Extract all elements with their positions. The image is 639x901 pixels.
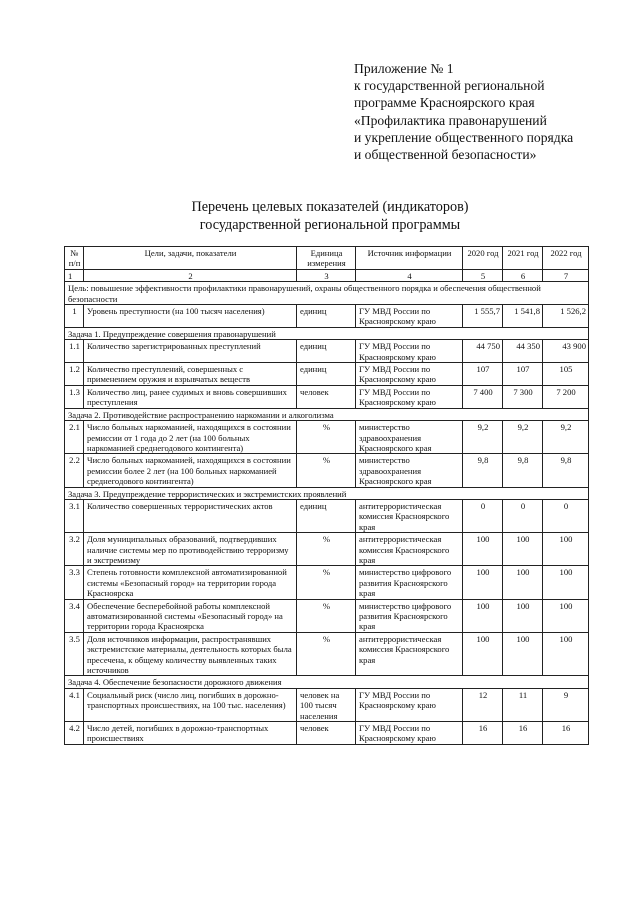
row-2020: 100 bbox=[463, 599, 503, 632]
row-num: 1.2 bbox=[65, 363, 84, 386]
row-2022: 9 bbox=[543, 688, 589, 721]
row-2022: 7 200 bbox=[543, 385, 589, 408]
task-text: Задача 4. Обеспечение безопасности дорожного движения bbox=[65, 676, 589, 688]
colnum: 4 bbox=[356, 269, 463, 281]
row-2020: 107 bbox=[463, 363, 503, 386]
row-name: Обеспечение бесперебойной работы комплексной автоматизированной системы «Безопасный город» на территории города Красноярска bbox=[84, 599, 297, 632]
table-row bbox=[65, 421, 589, 454]
row-name: Доля источников информации, распространявших экстремистские материалы, деятельность которых была пресечена, к общему количеству выявленных таких источников bbox=[84, 632, 297, 676]
row-2022: 100 bbox=[543, 533, 589, 566]
row-source: ГУ МВД России по Красноярскому краю bbox=[356, 340, 463, 363]
row-unit: единиц bbox=[297, 499, 356, 532]
row-2020: 1 555,7 bbox=[463, 305, 503, 328]
row-source: министерство цифрового развития Красноярского края bbox=[356, 599, 463, 632]
column-number-row bbox=[65, 269, 589, 281]
table-row bbox=[65, 499, 589, 532]
appendix-block bbox=[354, 60, 629, 163]
task-row bbox=[65, 408, 589, 420]
row-2021: 107 bbox=[503, 363, 543, 386]
table-row bbox=[65, 385, 589, 408]
table-row bbox=[65, 454, 589, 487]
header-source: Источник информации bbox=[356, 247, 463, 270]
row-2020: 12 bbox=[463, 688, 503, 721]
row-unit: единиц bbox=[297, 340, 356, 363]
document-title bbox=[60, 198, 600, 234]
row-source: антитеррористическая комиссия Красноярского края bbox=[356, 533, 463, 566]
row-num: 2.1 bbox=[65, 421, 84, 454]
row-source: ГУ МВД России по Красноярскому краю bbox=[356, 305, 463, 328]
row-2021: 100 bbox=[503, 533, 543, 566]
row-unit: человек bbox=[297, 722, 356, 745]
row-2020: 100 bbox=[463, 533, 503, 566]
title-line-2: государственной региональной программы bbox=[199, 217, 461, 233]
table-row bbox=[65, 599, 589, 632]
row-2022: 105 bbox=[543, 363, 589, 386]
task-text: Задача 2. Противодействие распространению наркомании и алкоголизма bbox=[65, 408, 589, 420]
indicators-table bbox=[64, 246, 589, 745]
row-unit: % bbox=[297, 566, 356, 599]
row-2021: 100 bbox=[503, 599, 543, 632]
row-num: 3.5 bbox=[65, 632, 84, 676]
row-name: Количество преступлений, совершенных с применением оружия и взрывчатых веществ bbox=[84, 363, 297, 386]
task-text: Задача 1. Предупреждение совершения правонарушений bbox=[65, 327, 589, 339]
title-line-1: Перечень целевых показателей (индикаторов) bbox=[191, 199, 469, 215]
row-2020: 9,2 bbox=[463, 421, 503, 454]
row-unit: единиц bbox=[297, 305, 356, 328]
row-num: 3.1 bbox=[65, 499, 84, 532]
colnum: 2 bbox=[84, 269, 297, 281]
row-2022: 100 bbox=[543, 632, 589, 676]
row-name: Доля муниципальных образований, подтвердивших наличие системы мер по противодействию терроризму и экстремизму bbox=[84, 533, 297, 566]
row-name: Количество совершенных террористических актов bbox=[84, 499, 297, 532]
row-2021: 100 bbox=[503, 632, 543, 676]
row-source: ГУ МВД России по Красноярскому краю bbox=[356, 722, 463, 745]
row-2021: 44 350 bbox=[503, 340, 543, 363]
row-2020: 100 bbox=[463, 632, 503, 676]
goal-text: Цель: повышение эффективности профилактики правонарушений, охраны общественного порядка и обеспечения общественной безопасности bbox=[65, 282, 589, 305]
row-2021: 16 bbox=[503, 722, 543, 745]
row-2022: 9,8 bbox=[543, 454, 589, 487]
row-source: ГУ МВД России по Красноярскому краю bbox=[356, 688, 463, 721]
row-2021: 0 bbox=[503, 499, 543, 532]
task-text: Задача 3. Предупреждение террористических и экстремистских проявлений bbox=[65, 487, 589, 499]
row-name: Степень готовности комплексной автоматизированной системы «Безопасный город» на территории города Красноярска bbox=[84, 566, 297, 599]
row-source: ГУ МВД России по Красноярскому краю bbox=[356, 363, 463, 386]
header-2020: 2020 год bbox=[463, 247, 503, 270]
row-2022: 100 bbox=[543, 566, 589, 599]
table-row bbox=[65, 632, 589, 676]
row-name: Число больных наркоманией, находящихся в состоянии ремиссии более 2 лет (на 100 больных наркоманией среднегодового контингента) bbox=[84, 454, 297, 487]
table-row bbox=[65, 722, 589, 745]
colnum: 5 bbox=[463, 269, 503, 281]
row-unit: % bbox=[297, 632, 356, 676]
row-2020: 44 750 bbox=[463, 340, 503, 363]
header-goals: Цели, задачи, показатели bbox=[84, 247, 297, 270]
row-num: 3.2 bbox=[65, 533, 84, 566]
row-unit: % bbox=[297, 533, 356, 566]
row-2021: 1 541,8 bbox=[503, 305, 543, 328]
row-2022: 100 bbox=[543, 599, 589, 632]
row-2021: 11 bbox=[503, 688, 543, 721]
row-name: Количество зарегистрированных преступлений bbox=[84, 340, 297, 363]
colnum: 6 bbox=[503, 269, 543, 281]
row-2022: 16 bbox=[543, 722, 589, 745]
appendix-line: и укрепление общественного порядка bbox=[354, 129, 574, 145]
colnum: 1 bbox=[65, 269, 84, 281]
row-num: 4.1 bbox=[65, 688, 84, 721]
header-num: № п/п bbox=[65, 247, 84, 270]
row-name: Количество лиц, ранее судимых и вновь совершивших преступления bbox=[84, 385, 297, 408]
header-2022: 2022 год bbox=[543, 247, 589, 270]
appendix-line: программе Красноярского края bbox=[354, 95, 535, 111]
row-num: 4.2 bbox=[65, 722, 84, 745]
row-2021: 7 300 bbox=[503, 385, 543, 408]
row-source: антитеррористическая комиссия Красноярского края bbox=[356, 632, 463, 676]
row-unit: % bbox=[297, 599, 356, 632]
row-2021: 100 bbox=[503, 566, 543, 599]
row-unit: единиц bbox=[297, 363, 356, 386]
table-row bbox=[65, 533, 589, 566]
colnum: 7 bbox=[543, 269, 589, 281]
row-2021: 9,2 bbox=[503, 421, 543, 454]
table-row bbox=[65, 688, 589, 721]
row-2020: 16 bbox=[463, 722, 503, 745]
task-row bbox=[65, 327, 589, 339]
appendix-line: к государственной региональной bbox=[354, 78, 545, 94]
row-num: 1.3 bbox=[65, 385, 84, 408]
row-2021: 9,8 bbox=[503, 454, 543, 487]
row-unit: % bbox=[297, 454, 356, 487]
table-row bbox=[65, 566, 589, 599]
row-2022: 1 526,2 bbox=[543, 305, 589, 328]
row-name: Число больных наркоманией, находящихся в состоянии ремиссии от 1 года до 2 лет (на 100 больных наркоманией среднегодового контингента) bbox=[84, 421, 297, 454]
colnum: 3 bbox=[297, 269, 356, 281]
row-2022: 9,2 bbox=[543, 421, 589, 454]
table-row bbox=[65, 340, 589, 363]
row-2020: 100 bbox=[463, 566, 503, 599]
table-row bbox=[65, 363, 589, 386]
row-name: Число детей, погибших в дорожно-транспортных происшествиях bbox=[84, 722, 297, 745]
row-2022: 0 bbox=[543, 499, 589, 532]
row-name: Уровень преступности (на 100 тысяч населения) bbox=[84, 305, 297, 328]
task-row bbox=[65, 676, 589, 688]
appendix-line: «Профилактика правонарушений bbox=[354, 112, 547, 128]
row-source: ГУ МВД России по Красноярскому краю bbox=[356, 385, 463, 408]
row-num: 3.4 bbox=[65, 599, 84, 632]
row-2020: 9,8 bbox=[463, 454, 503, 487]
header-unit: Единица измерения bbox=[297, 247, 356, 270]
row-name: Социальный риск (число лиц, погибших в дорожно-транспортных происшествиях, на 100 тыс. населения) bbox=[84, 688, 297, 721]
row-2022: 43 900 bbox=[543, 340, 589, 363]
appendix-line: и общественной безопасности» bbox=[354, 147, 537, 163]
row-source: антитеррористическая комиссия Красноярского края bbox=[356, 499, 463, 532]
row-2020: 0 bbox=[463, 499, 503, 532]
row-unit: % bbox=[297, 421, 356, 454]
row-num: 2.2 bbox=[65, 454, 84, 487]
row-source: министерство здравоохранения Красноярского края bbox=[356, 454, 463, 487]
row-num: 3.3 bbox=[65, 566, 84, 599]
row-num: 1.1 bbox=[65, 340, 84, 363]
row-unit: человек bbox=[297, 385, 356, 408]
row-unit: человек на 100 тысяч населения bbox=[297, 688, 356, 721]
row-source: министерство цифрового развития Красноярского края bbox=[356, 566, 463, 599]
header-2021: 2021 год bbox=[503, 247, 543, 270]
task-row bbox=[65, 487, 589, 499]
appendix-line: Приложение № 1 bbox=[354, 61, 454, 76]
header-row bbox=[65, 247, 589, 270]
table-row bbox=[65, 305, 589, 328]
row-source: министерство здравоохранения Красноярского края bbox=[356, 421, 463, 454]
row-num: 1 bbox=[65, 305, 84, 328]
goal-row bbox=[65, 282, 589, 305]
row-2020: 7 400 bbox=[463, 385, 503, 408]
